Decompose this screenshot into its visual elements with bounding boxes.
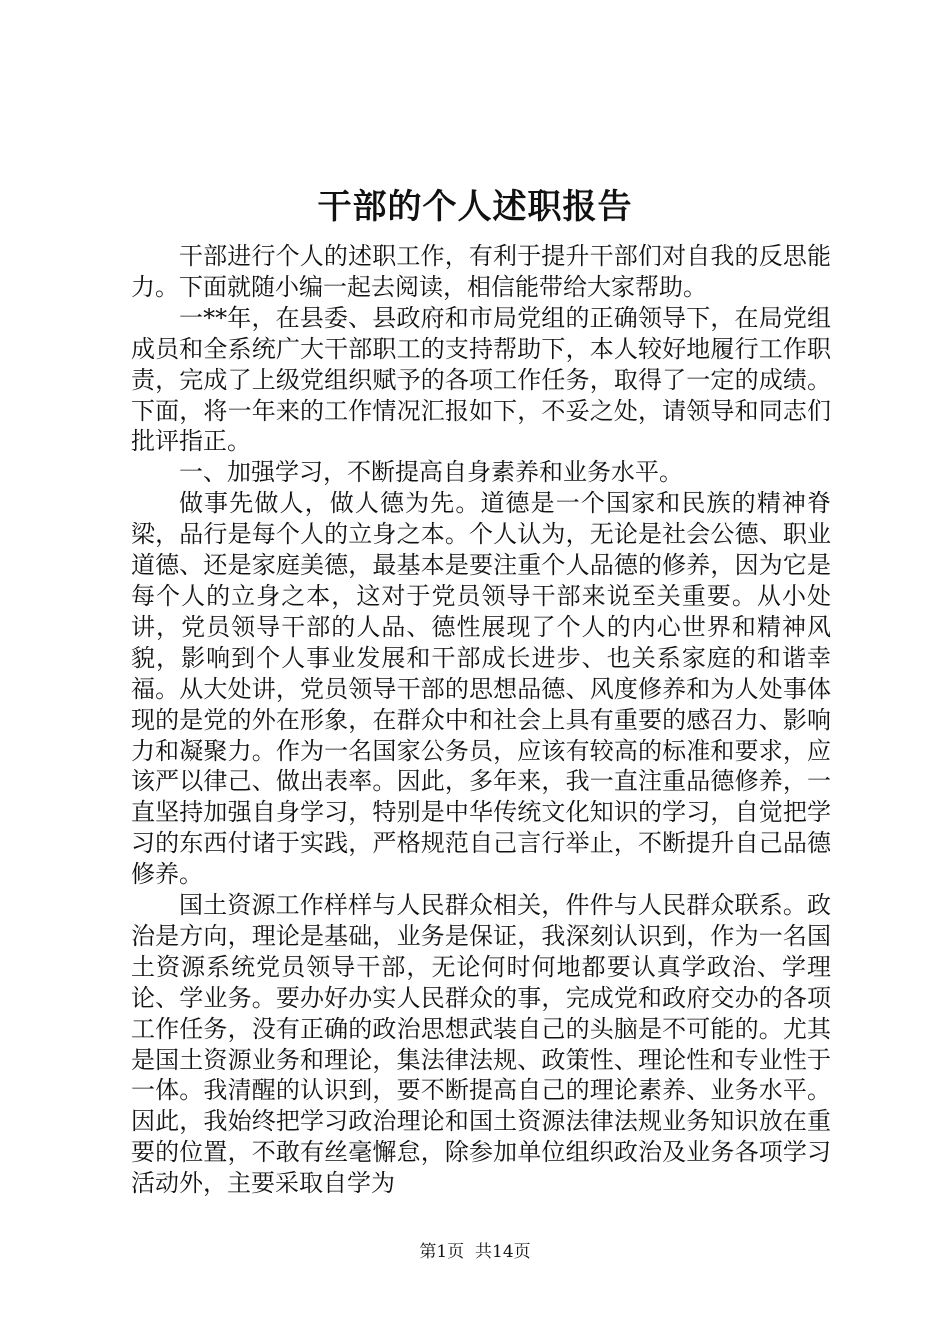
- page-number: 第1页: [419, 1242, 465, 1262]
- document-body: [131, 241, 831, 1199]
- section-heading-1: 一、加强学习，不断提高自身素养和业务水平。: [179, 458, 683, 487]
- paragraph-intro: 干部进行个人的述职工作，有利于提升干部们对自我的反思能力。下面就随小编一起去阅读，相信能带给大家帮助。: [131, 242, 831, 301]
- paragraph-study: 国土资源工作样样与人民群众相关，件件与人民群众联系。政治是方向，理论是基础，业务是保证，我深刻认识到，作为一名国土资源系统党员领导干部，无论何时何地都要认真学政治、学理论、学业务。要办好办实人民群众的事，完成党和政府交办的各项工作任务，没有正确的政治思想武装自己的头脑是不可能的。尤其是国土资源业务和理论，集法律法规、政策性、理论性和专业性于一体。我清醒的认识到，要不断提高自己的理论素养、业务水平。因此，我始终把学习政治理论和国土资源法律法规业务知识放在重要的位置，不敢有丝毫懈怠，除参加单位组织政治及业务各项学习活动外，主要采取自学为: [131, 891, 831, 1198]
- paragraph-summary: 一**年，在县委、县政府和市局党组的正确领导下，在局党组成员和全系统广大干部职工的支持帮助下，本人较好地履行工作职责，完成了上级党组织赋予的各项工作任务，取得了一定的成绩。下面，将一年来的工作情况汇报如下，不妥之处，请领导和同志们批评指正。: [131, 303, 831, 456]
- paragraph-morality: 做事先做人，做人德为先。道德是一个国家和民族的精神脊梁，品行是每个人的立身之本。个人认为，无论是社会公德、职业道德、还是家庭美德，最基本是要注重个人品德的修养，因为它是每个人的立身之本，这对于党员领导干部来说至关重要。从小处讲，党员领导干部的人品、德性展现了个人的内心世界和精神风貌，影响到个人事业发展和干部成长进步、也关系家庭的和谐幸福。从大处讲，党员领导干部的思想品德、风度修养和为人处事体现的是党的外在形象，在群众中和社会上具有重要的感召力、影响力和凝聚力。作为一名国家公务员，应该有较高的标准和要求，应该严以律己、做出表率。因此，多年来，我一直注重品德修养，一直坚持加强自身学习，特别是中华传统文化知识的学习，自觉把学习的东西付诸于实践，严格规范自己言行举止，不断提升自己品德修养。: [131, 489, 831, 889]
- page-total: 共14页: [475, 1242, 531, 1262]
- page-footer: [0, 1240, 950, 1264]
- page-title: 干部的个人述职报告: [317, 187, 633, 227]
